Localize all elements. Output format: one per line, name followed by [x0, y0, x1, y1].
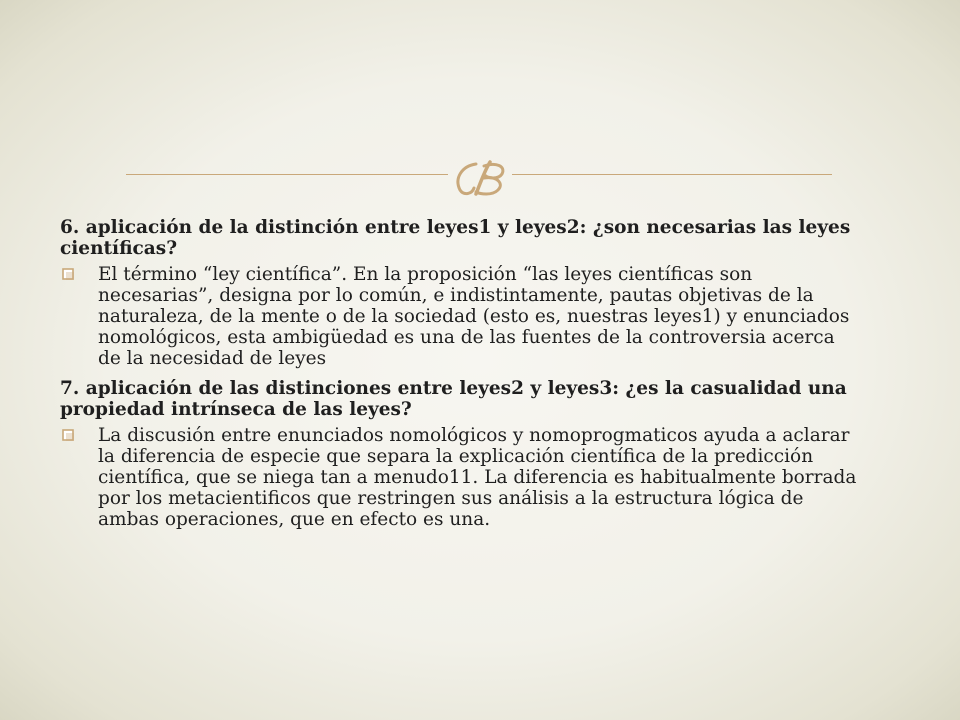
flourish-icon [450, 158, 510, 198]
bullet-text: El término “ley científica”. En la proposición “las leyes científicas son necesarias”, designa por lo común, e indistintamente, pautas objetivas de la naturaleza, de la mente o de la sociedad (esto es, nuestras leyes1) y enunciados nomológicos, esta ambigüedad es una de las fuentes de la controversia acerca de la necesidad de leyes [98, 264, 850, 369]
divider-left [126, 174, 448, 175]
square-bullet-icon [62, 429, 74, 441]
section-heading: 6. aplicación de la distinción entre leyes1 y leyes2: ¿son necesarias las leyes científicas? [60, 217, 851, 259]
bullet-item [60, 425, 860, 530]
square-bullet-icon [62, 268, 74, 280]
bullet-item [60, 264, 860, 369]
slide-content [60, 217, 860, 539]
divider-right [512, 174, 832, 175]
bullet-text: La discusión entre enunciados nomológicos y nomoprogmaticos ayuda a aclarar la diferencia de especie que separa la explicación científica de la predicción científica, que se niega tan a menudo11. La diferencia es habitualmente borrada por los metacientificos que restringen sus análisis a la estructura lógica de ambas operaciones, que en efecto es una. [98, 425, 857, 530]
section-heading: 7. aplicación de las distinciones entre leyes2 y leyes3: ¿es la casualidad una propiedad intrínseca de las leyes? [60, 378, 847, 420]
